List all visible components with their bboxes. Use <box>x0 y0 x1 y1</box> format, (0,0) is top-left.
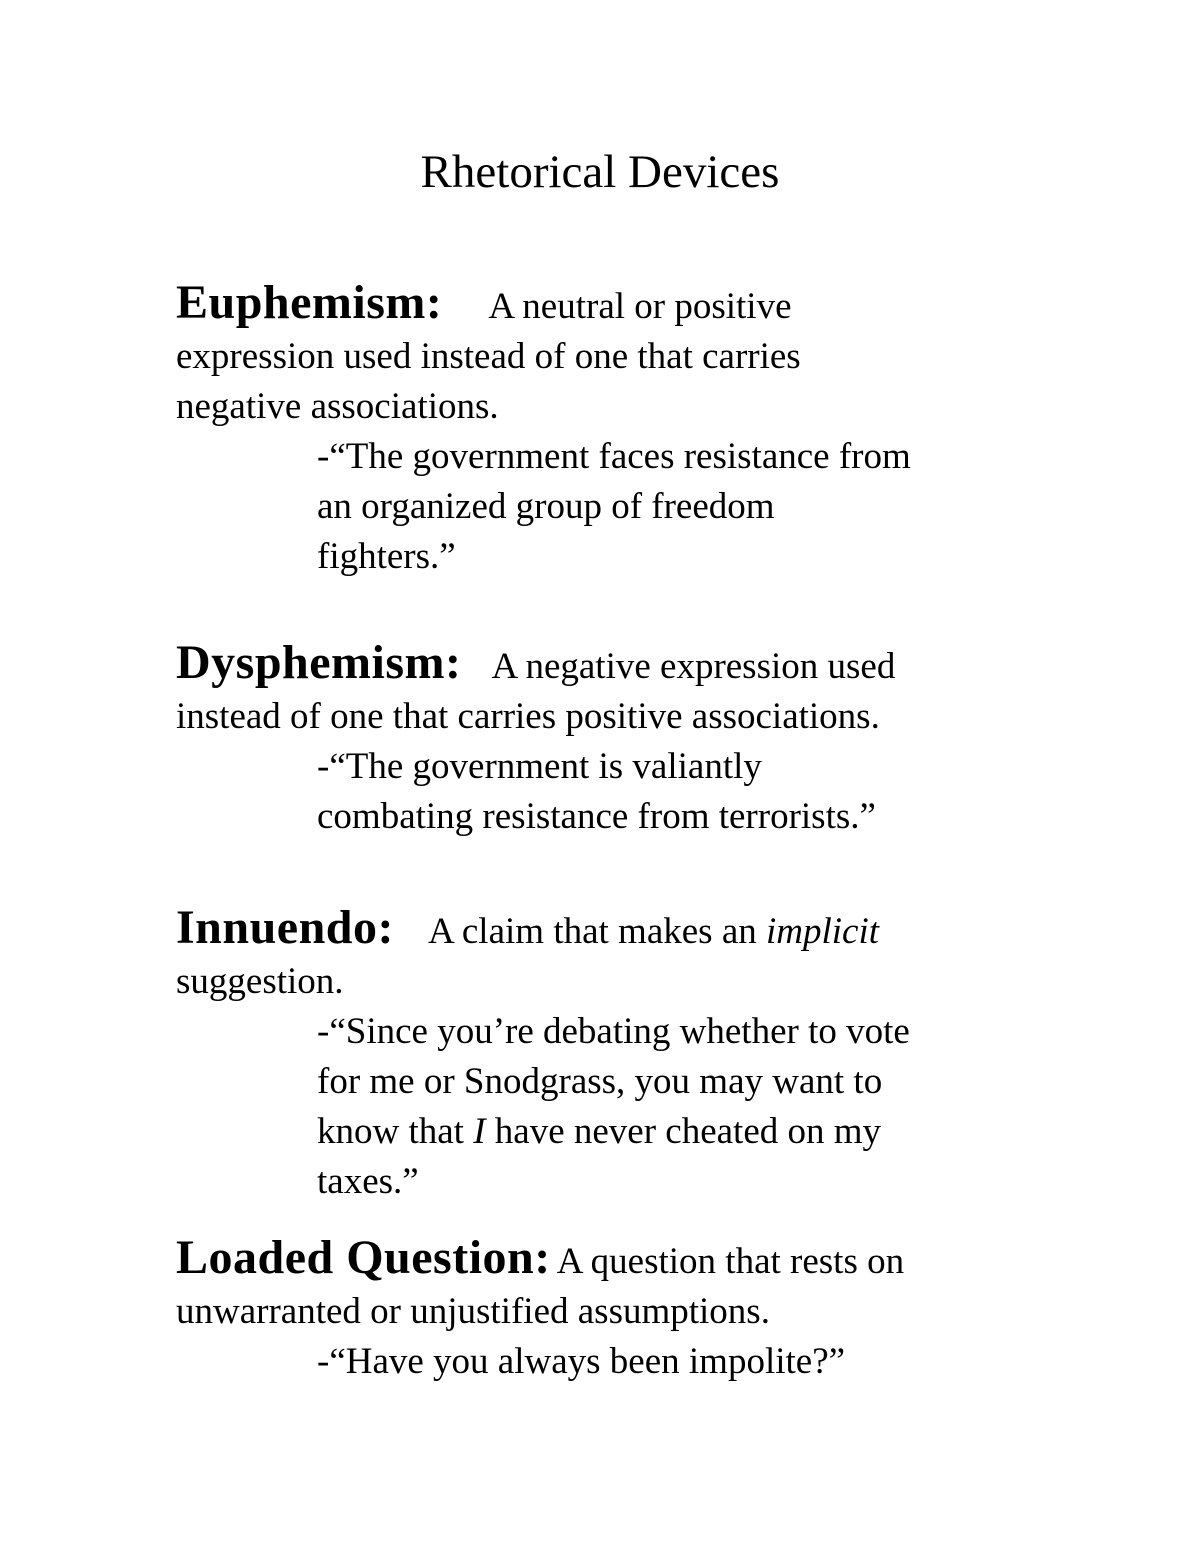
definition <box>176 903 1036 957</box>
example-line: -“The government faces resistance from <box>317 436 911 477</box>
term-label: Dysphemism: <box>176 636 462 689</box>
page-title: Rhetorical Devices <box>420 146 780 198</box>
term-label: Innuendo: <box>176 901 394 954</box>
definition-line: instead of one that carries positive associations. <box>176 696 880 737</box>
example-line: -“The government is valiantly <box>317 746 762 787</box>
definition-text: A neutral or positive <box>488 286 792 327</box>
example-line: -“Since you’re debating whether to vote <box>317 1011 910 1052</box>
definition-line: suggestion. <box>176 961 344 1002</box>
example-line: combating resistance from terrorists.” <box>317 796 876 837</box>
example-line: fighters.” <box>317 536 456 577</box>
definition <box>176 638 1036 692</box>
definition-line: negative associations. <box>176 386 499 427</box>
term-label: Loaded Question: <box>176 1231 551 1284</box>
example-line: for me or Snodgrass, you may want to <box>317 1061 883 1102</box>
definition <box>176 1233 1036 1287</box>
entry-innuendo <box>176 903 1036 1207</box>
example-text: have never cheated on my <box>485 1111 882 1152</box>
example-line <box>317 1107 1036 1157</box>
example-text: know that <box>317 1111 474 1152</box>
example-emphasis: I <box>473 1111 486 1152</box>
definition <box>176 278 1036 332</box>
definition-text: A question that rests on <box>556 1241 905 1282</box>
term-label: Euphemism: <box>176 276 443 329</box>
definition-emphasis: implicit <box>766 911 880 952</box>
definition-text: A claim that makes an <box>427 911 766 952</box>
definition-line: unwarranted or unjustified assumptions. <box>176 1291 770 1332</box>
definition-line: expression used instead of one that carries <box>176 336 801 377</box>
example-line: an organized group of freedom <box>317 486 775 527</box>
entry-dysphemism <box>176 638 1036 842</box>
definition-text: A negative expression used <box>491 646 896 687</box>
example-line: taxes.” <box>317 1161 419 1202</box>
entry-loaded-question <box>176 1233 1036 1387</box>
example-line: -“Have you always been impolite?” <box>317 1341 846 1382</box>
entry-euphemism <box>176 278 1036 582</box>
